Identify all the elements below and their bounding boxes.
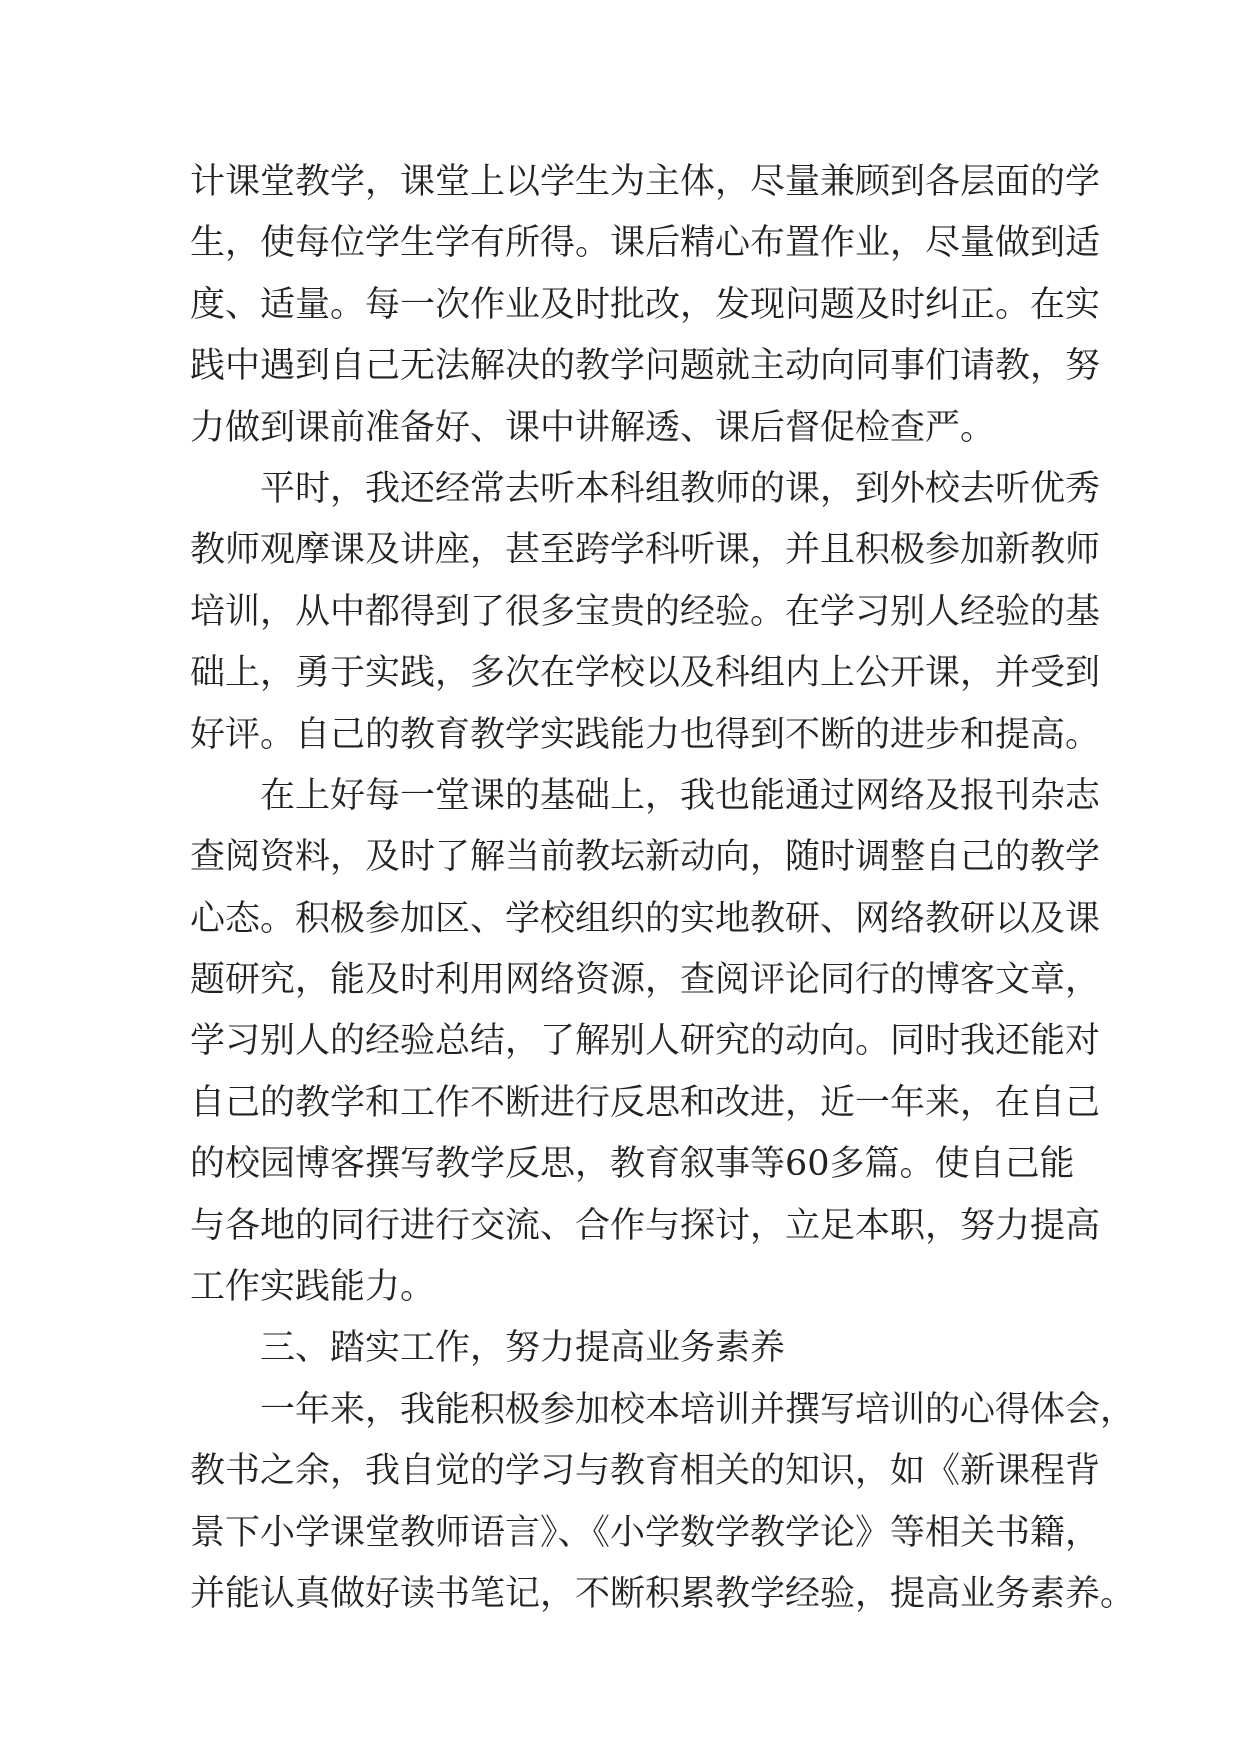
text-line: 培训，从中都得到了很多宝贵的经验。在学习别人经验的基 [190, 591, 1101, 632]
text-line: 教书之余，我自觉的学习与教育相关的知识，如《新课程背 [190, 1451, 1101, 1492]
text-line: 查阅资料，及时了解当前教坛新动向，随时调整自己的教学 [190, 837, 1101, 878]
document-body [190, 152, 1136, 1625]
text-line: 力做到课前准备好、课中讲解透、课后督促检查严。 [190, 407, 996, 448]
text-line: 的校园博客撰写教学反思，教育叙事等60多篇。使自己能 [190, 1144, 1075, 1185]
section-heading: 三、踏实工作，努力提高业务素养 [190, 1328, 786, 1369]
text-line: 工作实践能力。 [190, 1267, 436, 1308]
text-line: 践中遇到自己无法解决的教学问题就主动向同事们请教，努 [190, 346, 1101, 387]
text-line: 一年来，我能积极参加校本培训并撰写培训的心得体会， [190, 1389, 1136, 1430]
text-line: 自己的教学和工作不断进行反思和改进，近一年来，在自己 [190, 1082, 1101, 1123]
text-line: 学习别人的经验总结，了解别人研究的动向。同时我还能对 [190, 1021, 1101, 1062]
text-line: 心态。积极参加区、学校组织的实地教研、网络教研以及课 [190, 898, 1101, 939]
text-line: 好评。自己的教育教学实践能力也得到不断的进步和提高。 [190, 714, 1101, 755]
text-line: 生，使每位学生学有所得。课后精心布置作业，尽量做到适 [190, 223, 1101, 264]
text-line: 计课堂教学，课堂上以学生为主体，尽量兼顾到各层面的学 [190, 162, 1101, 202]
text-line: 题研究，能及时利用网络资源，查阅评论同行的博客文章， [190, 960, 1101, 1001]
text-line: 在上好每一堂课的基础上，我也能通过网络及报刊杂志 [190, 775, 1101, 816]
text-line: 与各地的同行进行交流、合作与探讨，立足本职，努力提高 [190, 1205, 1101, 1246]
text-line: 度、适量。每一次作业及时批改，发现问题及时纠正。在实 [190, 284, 1101, 325]
text-line: 景下小学课堂教师语言》、《小学数学教学论》等相关书籍， [190, 1512, 1101, 1553]
text-line: 平时，我还经常去听本科组教师的课，到外校去听优秀 [190, 468, 1101, 509]
text-line: 并能认真做好读书笔记，不断积累教学经验，提高业务素养。 [190, 1573, 1136, 1614]
text-line: 教师观摩课及讲座，甚至跨学科听课，并且积极参加新教师 [190, 530, 1101, 571]
text-line: 础上，勇于实践，多次在学校以及科组内上公开课，并受到 [190, 653, 1101, 694]
